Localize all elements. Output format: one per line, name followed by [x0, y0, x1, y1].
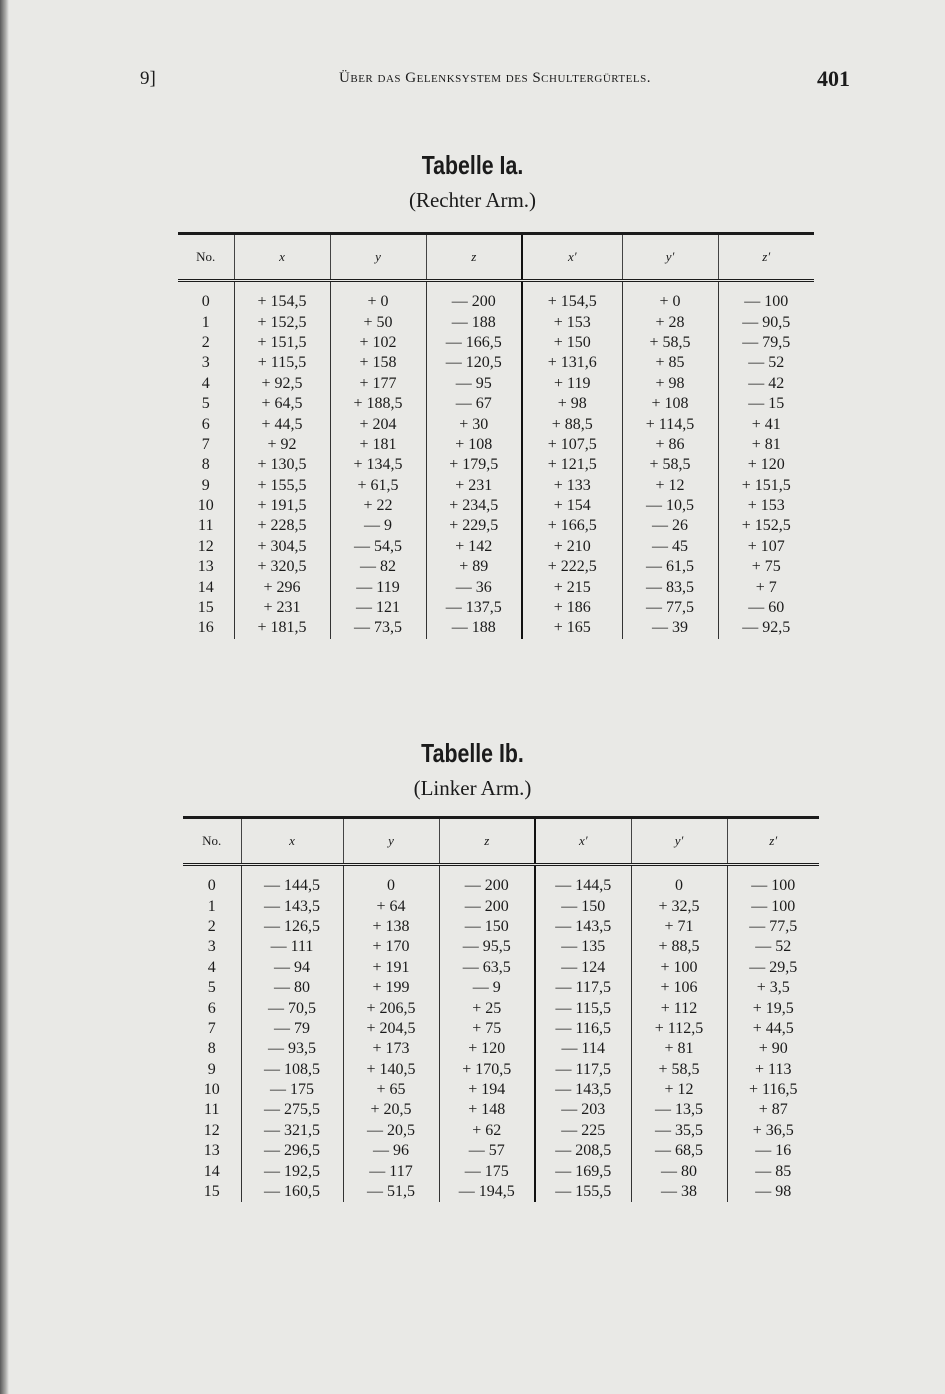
table-b — [183, 816, 819, 1202]
table-a-cell-z-prime: + 151,5 — [741, 476, 791, 494]
table-a-cell-no: 0 — [178, 281, 234, 313]
table-row — [178, 537, 814, 557]
table-b-cell-no: 0 — [183, 865, 241, 897]
table-a-cell-z-prime: — 92,5 — [742, 619, 791, 637]
section-number: 9] — [140, 68, 156, 89]
table-a-cell-no: 7 — [178, 435, 234, 455]
table-a-cell-z: — 67 — [426, 394, 522, 414]
table-b-cell-x-prime: — 155,5 — [535, 1182, 631, 1202]
table-row — [183, 1121, 819, 1141]
table-a-cell-z-prime: + 152,5 — [741, 517, 791, 535]
table-a-cell-y-prime: + 58,5 — [622, 455, 718, 475]
table-b-cell-no: 7 — [183, 1019, 241, 1039]
table-b-cell-y-prime: — 68,5 — [631, 1141, 727, 1161]
table-b-cell-z-prime: — 100 — [751, 877, 796, 895]
table-b-cell-z-prime: — 77,5 — [749, 917, 798, 935]
table-b-cell-x: — 175 — [241, 1080, 343, 1100]
table-a-cell-z: — 137,5 — [426, 598, 522, 618]
table-b-cell-y-prime: + 58,5 — [631, 1060, 727, 1080]
table-a-header-row — [178, 234, 814, 281]
table-b-cell-x-prime: — 114 — [535, 1039, 631, 1059]
table-b-cell-z: + 25 — [439, 998, 535, 1018]
table-a-cell-x-prime: + 165 — [522, 618, 622, 638]
table-row — [178, 374, 814, 394]
table-a-cell-x-prime: + 222,5 — [522, 557, 622, 577]
table-row — [178, 577, 814, 597]
table-a-cell-x: + 231 — [234, 598, 330, 618]
table-a-cell-x: + 64,5 — [234, 394, 330, 414]
table-a-header-x: x — [234, 234, 330, 281]
table-row — [183, 865, 819, 897]
table-b-cell-no: 1 — [183, 896, 241, 916]
table-a-cell-z-prime: — 79,5 — [742, 333, 791, 351]
table-a-cell-no: 3 — [178, 353, 234, 373]
table-b-cell-x-prime: — 208,5 — [535, 1141, 631, 1161]
table-a-cell-y: + 204 — [330, 414, 426, 434]
table-b-cell-z: — 200 — [439, 896, 535, 916]
table-b-cell-z: + 194 — [439, 1080, 535, 1100]
table-b-cell-x: — 160,5 — [241, 1182, 343, 1202]
table-b-header-x: x — [241, 818, 343, 865]
table-row — [178, 333, 814, 353]
table-b-cell-z-prime: + 44,5 — [752, 1019, 794, 1037]
table-b-cell-y-prime: + 12 — [631, 1080, 727, 1100]
table-a-cell-z: + 142 — [426, 537, 522, 557]
table-row — [183, 998, 819, 1018]
table-a-cell-z-prime: — 15 — [748, 395, 785, 413]
table-b-cell-y: + 206,5 — [343, 998, 439, 1018]
table-row — [183, 1039, 819, 1059]
table-b-cell-no: 3 — [183, 937, 241, 957]
table-b-cell-z: — 63,5 — [439, 958, 535, 978]
running-head — [140, 68, 850, 96]
table-b-cell-x: — 111 — [241, 937, 343, 957]
table-b-cell-x: — 79 — [241, 1019, 343, 1039]
table-a-cell-z-prime: — 42 — [748, 374, 785, 392]
table-row — [183, 1060, 819, 1080]
table-a-cell-no: 14 — [178, 577, 234, 597]
table-b-cell-x-prime: — 116,5 — [535, 1019, 631, 1039]
table-row — [183, 1080, 819, 1100]
table-b-cell-y: + 140,5 — [343, 1060, 439, 1080]
table-row — [178, 516, 814, 536]
table-a-cell-x-prime: + 119 — [522, 374, 622, 394]
table-b-cell-z-prime: + 19,5 — [752, 999, 794, 1017]
table-b-cell-z: — 57 — [439, 1141, 535, 1161]
table-b-cell-x: — 144,5 — [241, 865, 343, 897]
table-b-cell-no: 2 — [183, 917, 241, 937]
table-b-cell-no: 13 — [183, 1141, 241, 1161]
table-b-cell-z-prime: + 116,5 — [749, 1081, 798, 1099]
table-b-cell-y: + 138 — [343, 917, 439, 937]
table-a-cell-z-prime: — 52 — [748, 354, 785, 372]
table-b-cell-z-prime: + 90 — [758, 1040, 788, 1058]
table-b-cell-no: 11 — [183, 1100, 241, 1120]
table-b-cell-x-prime: — 135 — [535, 937, 631, 957]
table-a-cell-y: + 50 — [330, 312, 426, 332]
table-a-cell-x-prime: + 186 — [522, 598, 622, 618]
table-b-cell-z-prime: + 87 — [758, 1101, 788, 1119]
table-a-cell-x-prime: + 154,5 — [522, 281, 622, 313]
table-a-cell-z: + 108 — [426, 435, 522, 455]
table-row — [178, 455, 814, 475]
table-b-cell-z: — 9 — [439, 978, 535, 998]
table-b-header-y-prime: y′ — [631, 818, 727, 865]
table-row — [183, 958, 819, 978]
table-b-cell-x-prime: — 117,5 — [535, 978, 631, 998]
table-row — [183, 1161, 819, 1181]
table-row — [183, 917, 819, 937]
table-a-subtitle: (Rechter Arm.) — [408, 188, 537, 212]
table-a-cell-x-prime: + 210 — [522, 537, 622, 557]
table-a-cell-y: — 9 — [330, 516, 426, 536]
table-a-cell-x: + 115,5 — [234, 353, 330, 373]
table-a-cell-y-prime: + 86 — [622, 435, 718, 455]
table-a-cell-z: — 120,5 — [426, 353, 522, 373]
table-a-cell-y: + 158 — [330, 353, 426, 373]
table-b-cell-y-prime: — 13,5 — [631, 1100, 727, 1120]
table-a-header-z: z — [426, 234, 522, 281]
table-a-cell-z-prime: — 60 — [748, 599, 785, 617]
table-b-cell-z: — 150 — [439, 917, 535, 937]
table-b-cell-x-prime: — 203 — [535, 1100, 631, 1120]
table-a-cell-y-prime: + 98 — [622, 374, 718, 394]
table-a-cell-z-prime: + 41 — [751, 415, 781, 433]
table-a-cell-no: 8 — [178, 455, 234, 475]
table-b-cell-y-prime: + 100 — [631, 958, 727, 978]
table-a-cell-z: — 200 — [426, 281, 522, 313]
table-a-cell-z: + 30 — [426, 414, 522, 434]
table-b-cell-z-prime: — 100 — [751, 897, 796, 915]
table-b-cell-y: + 64 — [343, 896, 439, 916]
table-a-cell-x: + 296 — [234, 577, 330, 597]
table-b-cell-x-prime: — 115,5 — [535, 998, 631, 1018]
table-a-cell-y-prime: + 114,5 — [622, 414, 718, 434]
table-a-cell-z-prime: + 75 — [751, 558, 781, 576]
table-a-cell-y-prime: — 26 — [622, 516, 718, 536]
table-b-cell-y-prime: — 38 — [631, 1182, 727, 1202]
table-a-cell-x: + 320,5 — [234, 557, 330, 577]
table-a-cell-x: + 191,5 — [234, 496, 330, 516]
table-a-cell-no: 6 — [178, 414, 234, 434]
table-b-cell-x-prime: — 143,5 — [535, 917, 631, 937]
table-b-cell-x: — 143,5 — [241, 896, 343, 916]
table-a-cell-y: + 177 — [330, 374, 426, 394]
table-a-cell-y-prime: + 12 — [622, 476, 718, 496]
table-a-cell-x: + 228,5 — [234, 516, 330, 536]
table-a-cell-y-prime: — 39 — [622, 618, 718, 638]
table-a-cell-z: — 188 — [426, 312, 522, 332]
table-a-cell-y: — 73,5 — [330, 618, 426, 638]
table-a-cell-x-prime: + 131,6 — [522, 353, 622, 373]
table-a-cell-x-prime: + 98 — [522, 394, 622, 414]
table-a-cell-x: + 155,5 — [234, 476, 330, 496]
table-b-title: Tabelle Ib. — [421, 738, 524, 768]
table-b-header-z: z — [439, 818, 535, 865]
table-b-cell-y: — 20,5 — [343, 1121, 439, 1141]
table-a-cell-x-prime: + 153 — [522, 312, 622, 332]
table-a-cell-z-prime: + 153 — [747, 497, 785, 515]
table-b-cell-z-prime: — 98 — [755, 1183, 792, 1201]
table-a-cell-y-prime: + 58,5 — [622, 333, 718, 353]
table-row — [183, 896, 819, 916]
table-a-cell-z-prime: + 120 — [747, 456, 785, 474]
table-a-cell-z-prime: + 81 — [751, 435, 781, 453]
table-row — [178, 414, 814, 434]
table-b-cell-no: 8 — [183, 1039, 241, 1059]
table-b-cell-x-prime: — 117,5 — [535, 1060, 631, 1080]
table-a-cell-x-prime: + 133 — [522, 476, 622, 496]
table-b-cell-y-prime: + 81 — [631, 1039, 727, 1059]
table-b-cell-y: + 20,5 — [343, 1100, 439, 1120]
table-row — [178, 598, 814, 618]
table-b-cell-x: — 296,5 — [241, 1141, 343, 1161]
table-a-cell-z: + 231 — [426, 476, 522, 496]
table-a-cell-y-prime: — 61,5 — [622, 557, 718, 577]
table-b-cell-y-prime: + 112 — [631, 998, 727, 1018]
table-a-header-x-prime: x′ — [522, 234, 622, 281]
table-b-cell-x-prime: — 169,5 — [535, 1161, 631, 1181]
table-a-cell-x-prime: + 215 — [522, 577, 622, 597]
table-b-cell-x: — 94 — [241, 958, 343, 978]
table-a-cell-z: + 229,5 — [426, 516, 522, 536]
table-a-cell-x: + 130,5 — [234, 455, 330, 475]
table-row — [178, 496, 814, 516]
table-row — [178, 394, 814, 414]
table-row — [183, 1141, 819, 1161]
table-a-cell-z-prime: + 7 — [755, 578, 777, 596]
table-b-header-no: No. — [183, 818, 241, 865]
table-b-cell-x-prime: — 144,5 — [535, 865, 631, 897]
table-b-cell-x-prime: — 225 — [535, 1121, 631, 1141]
table-b-cell-y-prime: + 88,5 — [631, 937, 727, 957]
table-a-cell-z: + 179,5 — [426, 455, 522, 475]
table-a-cell-y: — 121 — [330, 598, 426, 618]
table-b-subtitle: (Linker Arm.) — [413, 776, 532, 800]
table-a-cell-y: + 0 — [330, 281, 426, 313]
table-a-cell-y-prime: — 83,5 — [622, 577, 718, 597]
table-a-cell-x: + 152,5 — [234, 312, 330, 332]
table-b-cell-z-prime: — 29,5 — [749, 958, 798, 976]
table-a-cell-y: + 102 — [330, 333, 426, 353]
table-a-cell-z-prime: — 90,5 — [742, 313, 791, 331]
table-a-cell-no: 9 — [178, 476, 234, 496]
table-a-cell-y: + 61,5 — [330, 476, 426, 496]
table-a-header-y: y — [330, 234, 426, 281]
table-a-cell-y: + 188,5 — [330, 394, 426, 414]
table-a-cell-y-prime: + 108 — [622, 394, 718, 414]
table-a-cell-no: 16 — [178, 618, 234, 638]
table-b-cell-no: 4 — [183, 958, 241, 978]
table-b-cell-z-prime: — 52 — [755, 938, 792, 956]
table-b-cell-y-prime: — 35,5 — [631, 1121, 727, 1141]
table-b-cell-z: + 148 — [439, 1100, 535, 1120]
table-row — [183, 978, 819, 998]
table-b-cell-y: 0 — [343, 865, 439, 897]
table-b-cell-y-prime: + 71 — [631, 917, 727, 937]
table-a-cell-x: + 151,5 — [234, 333, 330, 353]
table-a-cell-y: + 134,5 — [330, 455, 426, 475]
table-a-cell-no: 13 — [178, 557, 234, 577]
table-a-cell-y-prime: — 77,5 — [622, 598, 718, 618]
table-a-cell-no: 15 — [178, 598, 234, 618]
table-b-cell-y-prime: + 32,5 — [631, 896, 727, 916]
table-a-cell-z: — 166,5 — [426, 333, 522, 353]
table-a-cell-z: + 234,5 — [426, 496, 522, 516]
table-a-cell-y-prime: — 10,5 — [622, 496, 718, 516]
table-b-cell-z: + 75 — [439, 1019, 535, 1039]
table-b-cell-z-prime: + 113 — [755, 1060, 792, 1078]
table-a-cell-y: + 22 — [330, 496, 426, 516]
table-a-cell-no: 1 — [178, 312, 234, 332]
table-b-cell-x: — 108,5 — [241, 1060, 343, 1080]
table-b-cell-no: 10 — [183, 1080, 241, 1100]
table-a-cell-x-prime: + 121,5 — [522, 455, 622, 475]
table-row — [178, 476, 814, 496]
table-row — [178, 435, 814, 455]
table-row — [178, 312, 814, 332]
table-b-header-z-prime: z′ — [727, 818, 819, 865]
table-b-cell-y: + 199 — [343, 978, 439, 998]
table-row — [178, 281, 814, 313]
table-a-cell-no: 11 — [178, 516, 234, 536]
table-b-header-x-prime: x′ — [535, 818, 631, 865]
table-row — [183, 1019, 819, 1039]
table-a-cell-x-prime: + 154 — [522, 496, 622, 516]
table-b-cell-y-prime: 0 — [631, 865, 727, 897]
table-b-cell-y-prime: + 112,5 — [631, 1019, 727, 1039]
table-b-cell-y: + 191 — [343, 958, 439, 978]
table-b-cell-y: — 117 — [343, 1161, 439, 1181]
table-b-cell-y-prime: — 80 — [631, 1161, 727, 1181]
table-a-cell-x-prime: + 150 — [522, 333, 622, 353]
table-b-cell-z-prime: + 36,5 — [752, 1121, 794, 1139]
table-a — [178, 232, 814, 639]
table-b-cell-no: 14 — [183, 1161, 241, 1181]
table-b-cell-x-prime: — 143,5 — [535, 1080, 631, 1100]
table-b-cell-y: + 65 — [343, 1080, 439, 1100]
table-b-cell-y-prime: + 106 — [631, 978, 727, 998]
table-b-cell-y: + 173 — [343, 1039, 439, 1059]
table-b-cell-x-prime: — 150 — [535, 896, 631, 916]
table-b-cell-no: 5 — [183, 978, 241, 998]
table-a-cell-x: + 44,5 — [234, 414, 330, 434]
table-b-cell-no: 12 — [183, 1121, 241, 1141]
table-b-cell-z-prime: — 16 — [755, 1142, 792, 1160]
table-b-cell-z: — 194,5 — [439, 1182, 535, 1202]
table-a-cell-y-prime: — 45 — [622, 537, 718, 557]
table-a-cell-y-prime: + 85 — [622, 353, 718, 373]
table-a-cell-y: + 181 — [330, 435, 426, 455]
table-row — [178, 557, 814, 577]
table-b-cell-z: + 120 — [439, 1039, 535, 1059]
table-row — [183, 937, 819, 957]
table-b-cell-z: — 200 — [439, 865, 535, 897]
running-title: Über das Gelenksystem des Schultergürtels. — [339, 70, 651, 86]
table-b-cell-no: 9 — [183, 1060, 241, 1080]
table-a-cell-z: — 36 — [426, 577, 522, 597]
page-number: 401 — [817, 66, 850, 91]
table-b-cell-y: — 51,5 — [343, 1182, 439, 1202]
table-b-cell-z: — 95,5 — [439, 937, 535, 957]
table-a-cell-no: 10 — [178, 496, 234, 516]
table-b-cell-x: — 70,5 — [241, 998, 343, 1018]
table-b-cell-x: — 93,5 — [241, 1039, 343, 1059]
table-b-cell-z-prime: + 3,5 — [756, 979, 790, 997]
table-a-cell-x-prime: + 166,5 — [522, 516, 622, 536]
table-row — [178, 353, 814, 373]
table-b-cell-x-prime: — 124 — [535, 958, 631, 978]
table-a-header-z-prime: z′ — [718, 234, 814, 281]
table-b-cell-x: — 275,5 — [241, 1100, 343, 1120]
table-a-cell-x: + 304,5 — [234, 537, 330, 557]
table-a-cell-x: + 154,5 — [234, 281, 330, 313]
table-a-cell-x: + 92 — [234, 435, 330, 455]
table-b-cell-x: — 321,5 — [241, 1121, 343, 1141]
table-a-title: Tabelle Ia. — [421, 150, 524, 180]
table-a-cell-z: + 89 — [426, 557, 522, 577]
table-a-cell-x: + 92,5 — [234, 374, 330, 394]
table-a-header-y-prime: y′ — [622, 234, 718, 281]
table-a-cell-z: — 188 — [426, 618, 522, 638]
table-b-cell-z: + 170,5 — [439, 1060, 535, 1080]
table-b-cell-z: — 175 — [439, 1161, 535, 1181]
table-a-cell-y: — 54,5 — [330, 537, 426, 557]
table-b-cell-y: + 170 — [343, 937, 439, 957]
table-a-cell-z-prime: + 107 — [747, 537, 785, 555]
table-row — [183, 1182, 819, 1202]
table-a-cell-no: 2 — [178, 333, 234, 353]
table-b-cell-y: — 96 — [343, 1141, 439, 1161]
table-a-cell-x-prime: + 88,5 — [522, 414, 622, 434]
table-a-cell-y-prime: + 28 — [622, 312, 718, 332]
table-b-cell-x: — 192,5 — [241, 1161, 343, 1181]
table-row — [178, 618, 814, 638]
table-a-cell-no: 4 — [178, 374, 234, 394]
table-b-cell-z-prime: — 85 — [755, 1162, 792, 1180]
table-b-cell-x: — 80 — [241, 978, 343, 998]
table-b-header-row — [183, 818, 819, 865]
table-a-cell-no: 5 — [178, 394, 234, 414]
table-row — [183, 1100, 819, 1120]
table-b-cell-no: 6 — [183, 998, 241, 1018]
table-a-cell-x-prime: + 107,5 — [522, 435, 622, 455]
table-b-cell-y: + 204,5 — [343, 1019, 439, 1039]
table-b-cell-x: — 126,5 — [241, 917, 343, 937]
table-a-cell-y: — 82 — [330, 557, 426, 577]
table-a-cell-z: — 95 — [426, 374, 522, 394]
table-b-cell-no: 15 — [183, 1182, 241, 1202]
table-a-cell-x: + 181,5 — [234, 618, 330, 638]
table-b-header-y: y — [343, 818, 439, 865]
table-a-cell-z-prime: — 100 — [744, 293, 789, 311]
table-a-cell-no: 12 — [178, 537, 234, 557]
table-a-cell-y: — 119 — [330, 577, 426, 597]
table-b-cell-z: + 62 — [439, 1121, 535, 1141]
table-a-header-no: No. — [178, 234, 234, 281]
table-a-cell-y-prime: + 0 — [622, 281, 718, 313]
